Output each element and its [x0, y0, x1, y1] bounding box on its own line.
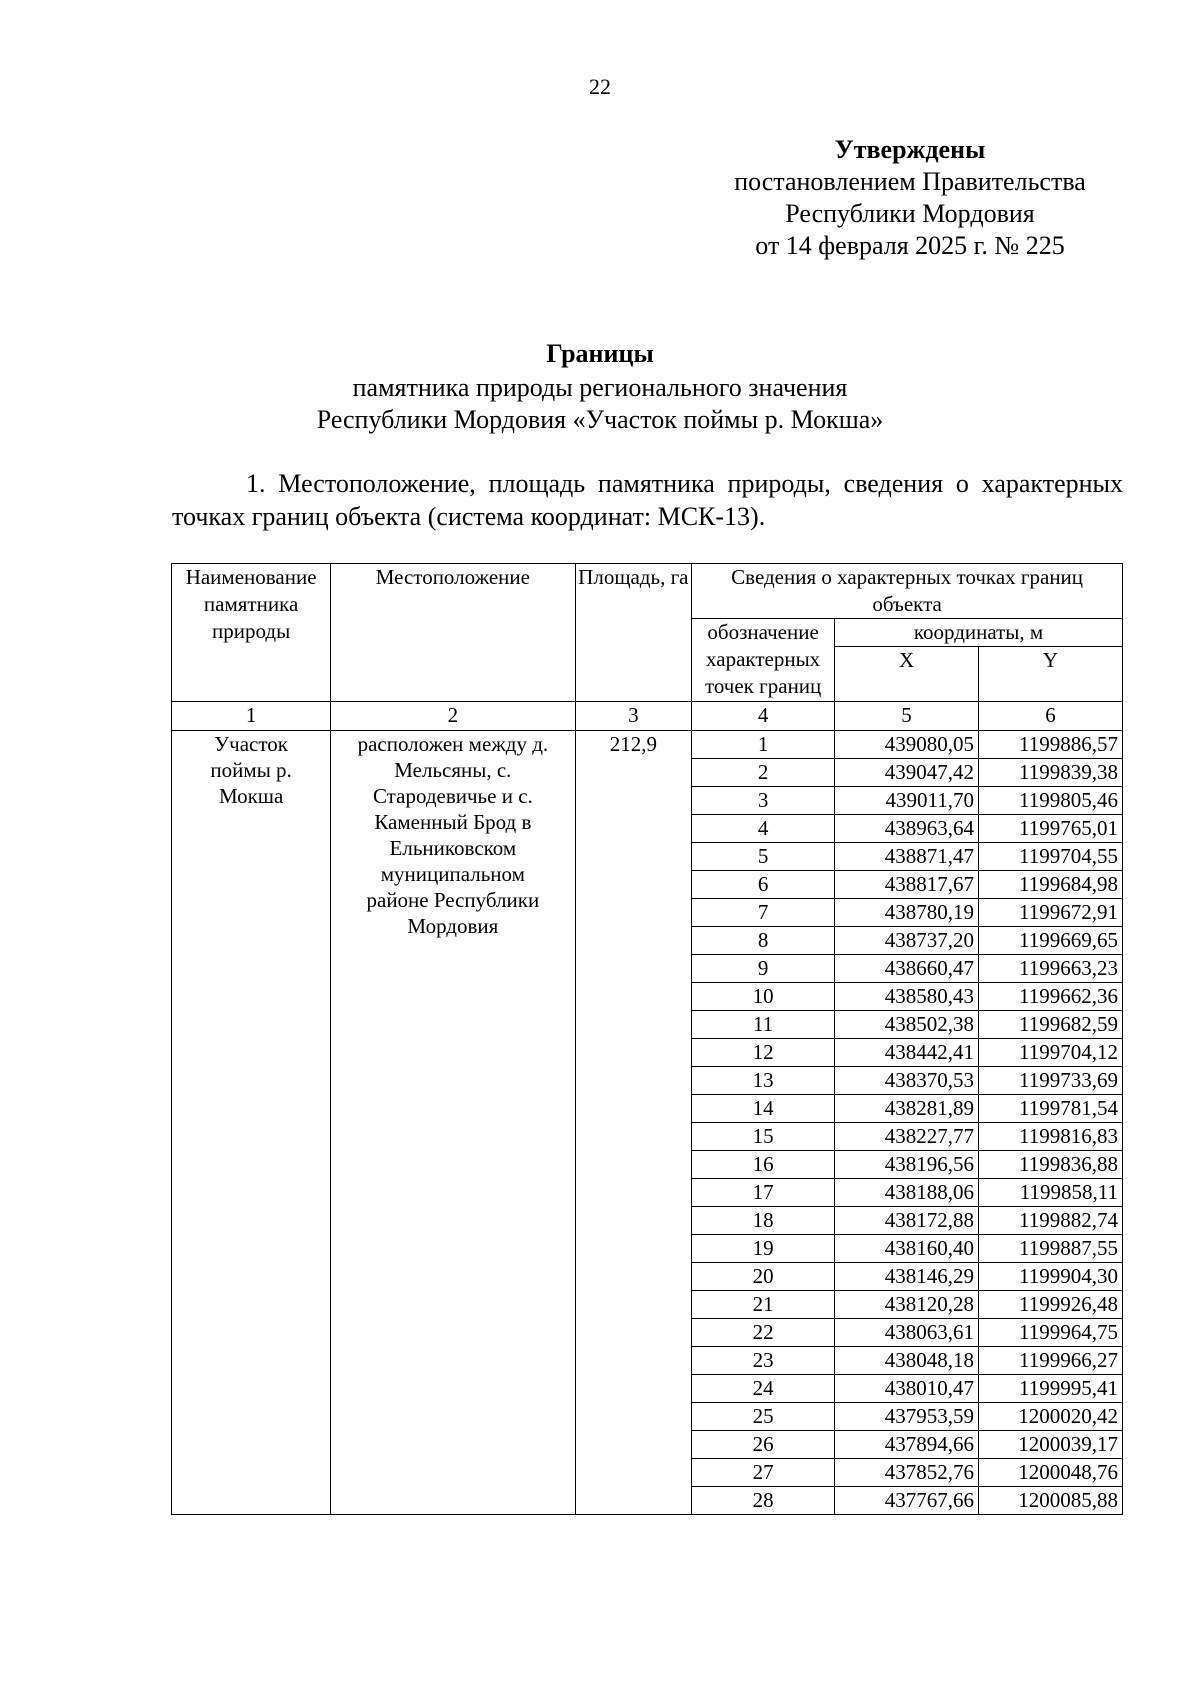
point-number: 15 — [692, 1123, 835, 1151]
column-number: 6 — [979, 702, 1123, 731]
point-x: 439011,70 — [835, 787, 979, 815]
point-x: 438120,28 — [835, 1291, 979, 1319]
point-y: 1199733,69 — [979, 1067, 1123, 1095]
point-x: 438160,40 — [835, 1235, 979, 1263]
point-y: 1200085,88 — [979, 1487, 1123, 1515]
point-x: 438737,20 — [835, 927, 979, 955]
point-y: 1199805,46 — [979, 787, 1123, 815]
point-y: 1199663,23 — [979, 955, 1123, 983]
column-number: 1 — [172, 702, 331, 731]
point-number: 11 — [692, 1011, 835, 1039]
header-area: Площадь, га — [575, 564, 692, 702]
point-number: 13 — [692, 1067, 835, 1095]
point-x: 438817,67 — [835, 871, 979, 899]
point-number: 8 — [692, 927, 835, 955]
point-number: 26 — [692, 1431, 835, 1459]
header-point-designation: обозначение характерных точек границ — [692, 619, 835, 702]
column-number: 5 — [835, 702, 979, 731]
point-y: 1199904,30 — [979, 1263, 1123, 1291]
point-number: 25 — [692, 1403, 835, 1431]
point-number: 3 — [692, 787, 835, 815]
point-x: 438227,77 — [835, 1123, 979, 1151]
point-x: 438370,53 — [835, 1067, 979, 1095]
point-x: 438502,38 — [835, 1011, 979, 1039]
point-x: 438063,61 — [835, 1319, 979, 1347]
column-number: 2 — [331, 702, 575, 731]
table-row — [172, 731, 1123, 759]
boundaries-table — [171, 563, 1123, 1515]
point-x: 438010,47 — [835, 1375, 979, 1403]
point-y: 1200048,76 — [979, 1459, 1123, 1487]
point-x: 438963,64 — [835, 815, 979, 843]
point-y: 1199682,59 — [979, 1011, 1123, 1039]
point-x: 438196,56 — [835, 1151, 979, 1179]
approval-stamp — [700, 134, 1120, 262]
point-number: 1 — [692, 731, 835, 759]
point-number: 2 — [692, 759, 835, 787]
point-number: 28 — [692, 1487, 835, 1515]
point-number: 16 — [692, 1151, 835, 1179]
point-number: 19 — [692, 1235, 835, 1263]
point-x: 438580,43 — [835, 983, 979, 1011]
point-number: 21 — [692, 1291, 835, 1319]
point-number: 12 — [692, 1039, 835, 1067]
point-x: 438442,41 — [835, 1039, 979, 1067]
header-y: Y — [979, 647, 1123, 702]
approval-line-2: Республики Мордовия — [785, 199, 1035, 228]
point-y: 1199704,55 — [979, 843, 1123, 871]
title-line-1: памятника природы регионального значения — [352, 373, 848, 402]
approval-line-1: постановлением Правительства — [734, 167, 1086, 196]
point-y: 1199704,12 — [979, 1039, 1123, 1067]
point-x: 438146,29 — [835, 1263, 979, 1291]
object-name: Участок поймы р. Мокша — [172, 731, 331, 1515]
point-y: 1199858,11 — [979, 1179, 1123, 1207]
column-number: 3 — [575, 702, 692, 731]
header-x: X — [835, 647, 979, 702]
point-y: 1199886,57 — [979, 731, 1123, 759]
point-x: 438172,88 — [835, 1207, 979, 1235]
point-y: 1199995,41 — [979, 1375, 1123, 1403]
point-number: 14 — [692, 1095, 835, 1123]
point-y: 1199836,88 — [979, 1151, 1123, 1179]
point-y: 1199672,91 — [979, 899, 1123, 927]
header-name: Наименование памятника природы — [172, 564, 331, 702]
point-x: 439080,05 — [835, 731, 979, 759]
point-number: 17 — [692, 1179, 835, 1207]
approval-heading: Утверждены — [834, 135, 986, 164]
point-number: 7 — [692, 899, 835, 927]
point-x: 438188,06 — [835, 1179, 979, 1207]
point-y: 1199926,48 — [979, 1291, 1123, 1319]
point-y: 1199839,38 — [979, 759, 1123, 787]
section-paragraph: 1. Местоположение, площадь памятника природы, сведения о характерных точках границ объекта (система координат: МСК-13). — [172, 469, 1123, 531]
point-number: 6 — [692, 871, 835, 899]
point-x: 437767,66 — [835, 1487, 979, 1515]
point-x: 439047,42 — [835, 759, 979, 787]
point-y: 1199882,74 — [979, 1207, 1123, 1235]
column-number: 4 — [692, 702, 835, 731]
header-location: Местоположение — [331, 564, 575, 702]
point-y: 1199887,55 — [979, 1235, 1123, 1263]
point-number: 24 — [692, 1375, 835, 1403]
point-number: 18 — [692, 1207, 835, 1235]
column-number-row — [172, 702, 1123, 731]
point-y: 1199684,98 — [979, 871, 1123, 899]
point-x: 438660,47 — [835, 955, 979, 983]
approval-line-3: от 14 февраля 2025 г. № 225 — [755, 231, 1065, 260]
object-location: расположен между д. Мельсяны, с. Стародевичье и с. Каменный Брод в Ельниковском муниципальном районе Республики Мордовия — [331, 731, 575, 1515]
point-y: 1199781,54 — [979, 1095, 1123, 1123]
title-heading: Границы — [546, 339, 654, 368]
point-number: 10 — [692, 983, 835, 1011]
point-y: 1199765,01 — [979, 815, 1123, 843]
point-number: 5 — [692, 843, 835, 871]
point-x: 438281,89 — [835, 1095, 979, 1123]
point-x: 438871,47 — [835, 843, 979, 871]
title-line-2: Республики Мордовия «Участок поймы р. Мокша» — [316, 405, 884, 434]
header-coordinates: координаты, м — [835, 619, 1123, 647]
point-y: 1199966,27 — [979, 1347, 1123, 1375]
point-x: 438780,19 — [835, 899, 979, 927]
point-number: 22 — [692, 1319, 835, 1347]
point-x: 437894,66 — [835, 1431, 979, 1459]
point-x: 437852,76 — [835, 1459, 979, 1487]
point-y: 1200020,42 — [979, 1403, 1123, 1431]
point-y: 1199964,75 — [979, 1319, 1123, 1347]
header-points-info: Сведения о характерных точках границ объекта — [692, 564, 1123, 619]
document-title — [0, 338, 1200, 436]
point-y: 1199669,65 — [979, 927, 1123, 955]
point-number: 4 — [692, 815, 835, 843]
point-number: 23 — [692, 1347, 835, 1375]
point-y: 1200039,17 — [979, 1431, 1123, 1459]
point-number: 9 — [692, 955, 835, 983]
page-number: 22 — [589, 74, 611, 99]
object-area: 212,9 — [575, 731, 692, 1515]
point-number: 20 — [692, 1263, 835, 1291]
point-number: 27 — [692, 1459, 835, 1487]
point-x: 437953,59 — [835, 1403, 979, 1431]
point-y: 1199662,36 — [979, 983, 1123, 1011]
point-y: 1199816,83 — [979, 1123, 1123, 1151]
point-x: 438048,18 — [835, 1347, 979, 1375]
